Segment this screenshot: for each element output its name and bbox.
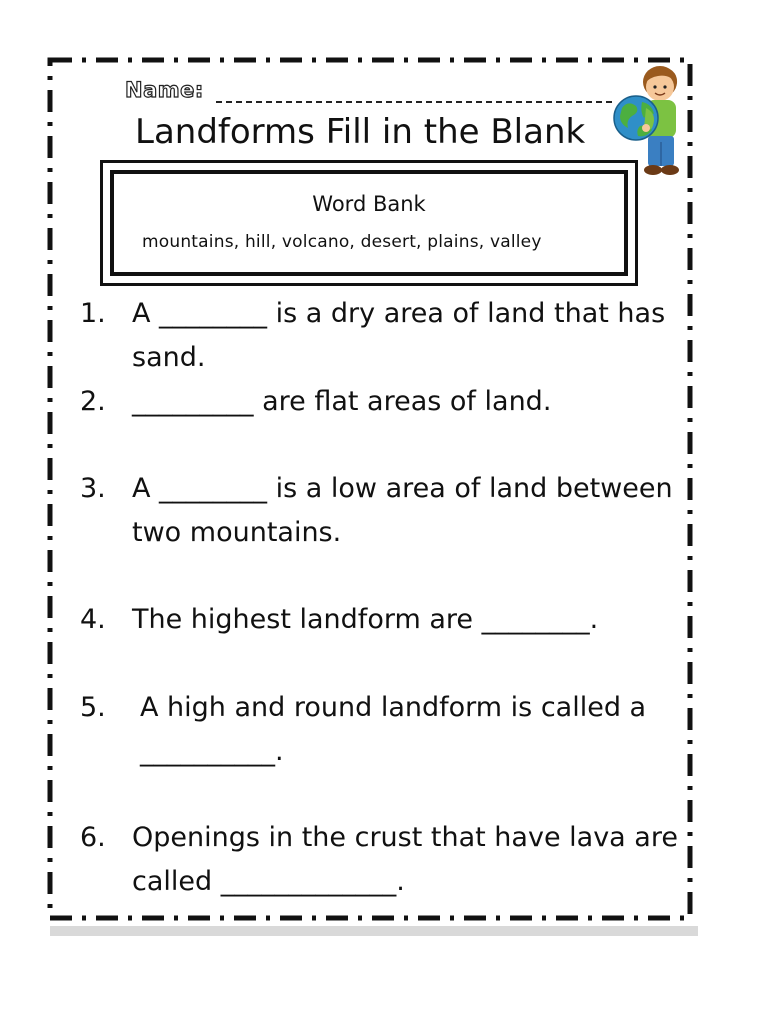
name-blank-line[interactable] — [216, 101, 612, 103]
word-bank-title: Word Bank — [312, 192, 426, 216]
word-bank-inner-border — [110, 170, 628, 276]
question-number: 6. — [80, 822, 106, 853]
name-label: Name: — [125, 78, 204, 102]
page-bottom-strip — [50, 926, 698, 936]
question-number: 5. — [80, 692, 106, 723]
question-number: 1. — [80, 298, 106, 329]
question-number: 2. — [80, 386, 106, 417]
question-text: A ________ is a dry area of land that has sand. — [132, 298, 666, 373]
question-text: The highest landform are ________. — [132, 604, 599, 635]
word-bank-words: mountains, hill, volcano, desert, plains, valley — [142, 232, 542, 252]
question-text: A ________ is a low area of land between two mountains. — [132, 473, 673, 548]
question-text: Openings in the crust that have lava are called _____________. — [132, 822, 678, 897]
word-bank-box — [100, 160, 638, 286]
question-number: 3. — [80, 473, 106, 504]
question-text: _________ are flat areas of land. — [132, 386, 552, 417]
question-text: A high and round landform is called a __________. — [140, 692, 647, 767]
worksheet-title: Landforms Fill in the Blank — [135, 112, 586, 152]
question-number: 4. — [80, 604, 106, 635]
